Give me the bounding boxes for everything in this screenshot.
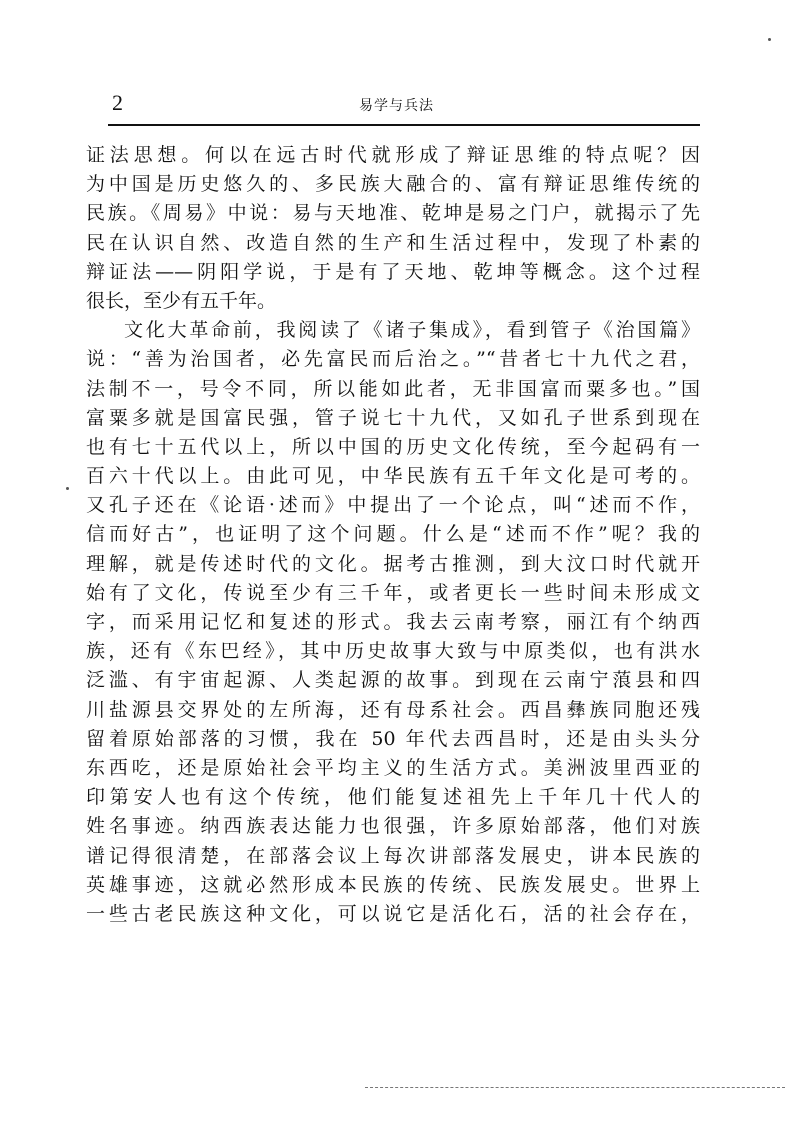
scan-artifact-dot [66,487,69,490]
scan-artifact-line [365,1087,785,1088]
text-line: 法制不一，号令不同，所以能如此者，无非国富而粟多也。”国 [86,377,700,400]
text-line: 字，而采用记忆和复述的形式。我去云南考察，丽江有个纳西 [86,611,700,633]
text-line: 很长，至少有五千年。 [86,289,277,312]
text-line: 印第安人也有这个传统，他们能复述祖先上千年几十代人的 [86,786,700,809]
text-line: 民族。《周易》中说：易与天地准、乾坤是易之门户，就揭示了先 [86,202,700,225]
text-line: 理解，就是传述时代的文化。据考古推测，到大汶口时代就开 [86,552,700,575]
page-number: 2 [112,90,123,115]
header-rule [108,124,700,126]
text-line: 又孔子还在《论语·述而》中提出了一个论点，叫“述而不作， [86,494,700,517]
body-text [86,141,700,929]
running-title: 易学与兵法 [359,98,434,114]
text-line: 为中国是历史悠久的、多民族大融合的、富有辩证思维传统的 [86,173,700,196]
text-line: 一些古老民族这种文化，可以说它是活化石，活的社会存在， [86,902,700,925]
text-line: 民在认识自然、改造自然的生产和生活过程中，发现了朴素的 [86,231,700,254]
text-line: 证法思想。何以在远古时代就形成了辩证思维的特点呢？因 [86,144,700,166]
text-line: 信而好古”，也证明了这个问题。什么是“述而不作”呢？我的 [86,523,700,546]
text-line: 族，还有《东巴经》，其中历史故事大致与中原类似，也有洪水 [86,640,700,663]
text-line: 川盐源县交界处的左所海，还有母系社会。西昌彝族同胞还残 [86,698,700,721]
text-line: 英雄事迹，这就必然形成本民族的传统、民族发展史。世界上 [86,873,700,896]
text-line: 姓名事迹。纳西族表达能力也很强，许多原始部落，他们对族 [86,815,700,838]
text-line: 辩证法——阴阳学说，于是有了天地、乾坤等概念。这个过程 [86,260,700,283]
text-line: 富粟多就是国富民强，管子说七十九代，又如孔子世系到现在 [86,406,700,429]
text-line: 谱记得很清楚，在部落会议上每次讲部落发展史，讲本民族的 [86,844,700,867]
text-line: 始有了文化，传说至少有三千年，或者更长一些时间未形成文 [86,581,700,604]
text-line: 泛滥、有宇宙起源、人类起源的故事。到现在云南宁蒗县和四 [86,669,700,692]
text-line: 留着原始部落的习惯，我在 50 年代去西昌时，还是由头头分 [86,727,700,750]
text-line: 也有七十五代以上，所以中国的历史文化传统，至今起码有一 [86,435,700,458]
scan-artifact-dot [768,38,771,41]
text-line: 文化大革命前，我阅读了《诸子集成》，看到管子《治国篇》 [124,319,700,342]
text-line: 东西吃，还是原始社会平均主义的生活方式。美洲波里西亚的 [86,756,700,779]
text-line: 说：“善为治国者，必先富民而后治之。”“昔者七十九代之君， [86,348,700,371]
text-line: 百六十代以上。由此可见，中华民族有五千年文化是可考的。 [86,465,700,488]
